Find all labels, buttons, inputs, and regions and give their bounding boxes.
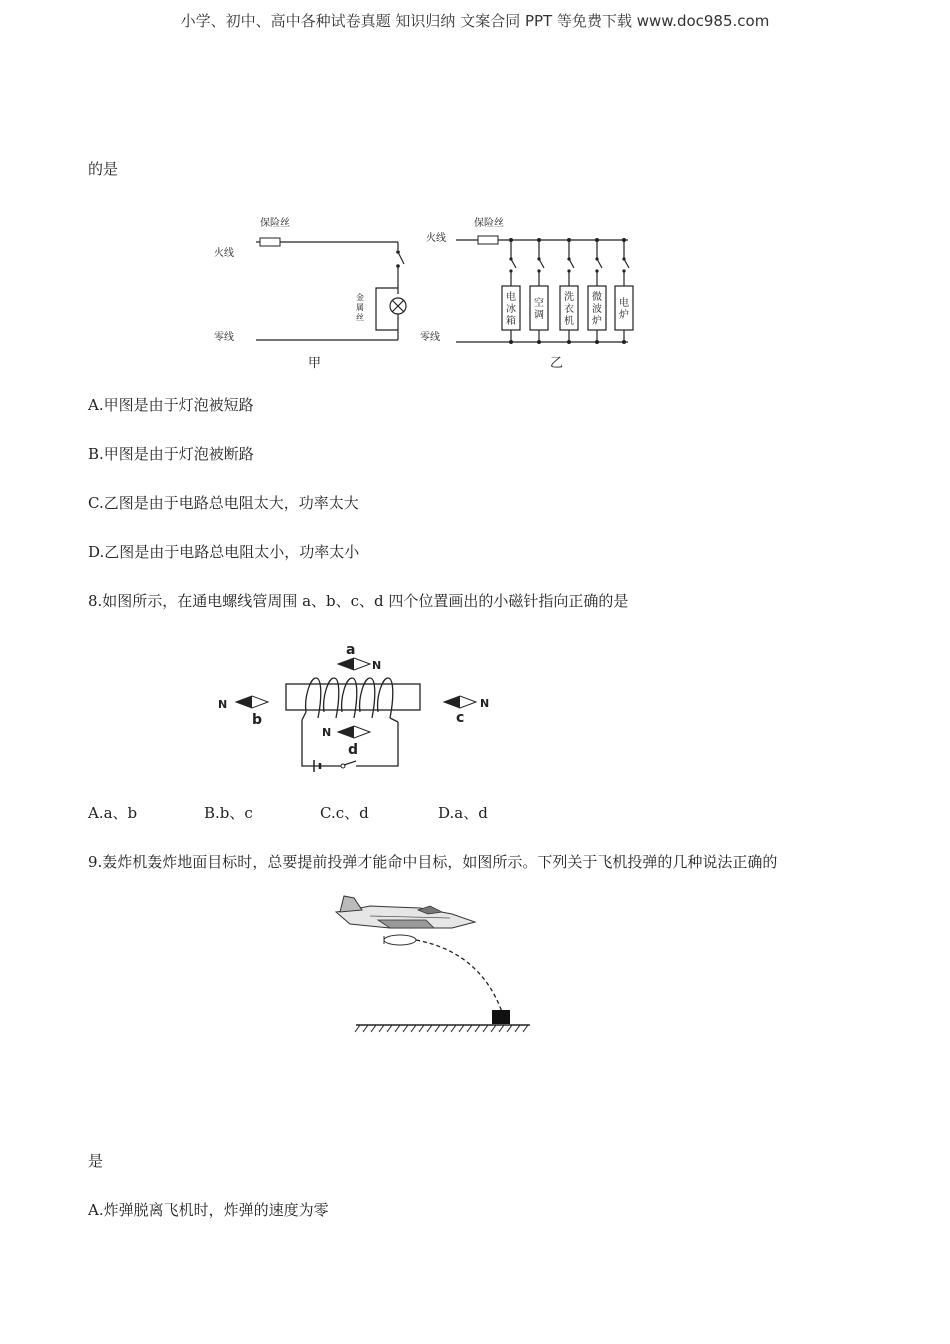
live-wire-label-left: 火线 [214, 248, 234, 259]
question-8-solenoid-figure [210, 638, 510, 778]
question-7-circuit-figure [200, 210, 650, 375]
north-label-c: N [480, 697, 490, 710]
live-wire-label-right: 火线 [426, 233, 446, 244]
appliance-label: 空调 [534, 298, 544, 321]
question-9-stem: 9.轰炸机轰炸地面目标时，总要提前投弹才能命中目标，如图所示。下列关于飞机投弹的几种说法正确的 [88, 853, 778, 871]
q8-option-d[interactable]: D.a、d [438, 804, 488, 822]
fuse-label-left: 保险丝 [260, 218, 290, 229]
neutral-wire-label-right: 零线 [420, 332, 440, 343]
fuse-icon [260, 238, 280, 246]
q7-option-c[interactable]: C.乙图是由于电路总电阻太大，功率太大 [88, 494, 359, 512]
bomber-plane-icon [336, 896, 475, 928]
fuse-label-right: 保险丝 [474, 218, 504, 229]
q8-option-c[interactable]: C.c、d [320, 804, 369, 822]
q7-option-d[interactable]: D.乙图是由于电路总电阻太小，功率太小 [88, 543, 360, 561]
neutral-wire-label-left: 零线 [214, 332, 234, 343]
north-label-b: N [218, 698, 228, 711]
switch-icon [344, 761, 356, 765]
fuse-icon [478, 236, 498, 244]
question-8-stem: 8.如图所示，在通电螺线管周围 a、b、c、d 四个位置画出的小磁针指向正确的是 [88, 592, 629, 610]
caption-right: 乙 [550, 356, 564, 371]
question-9-bomber-figure [330, 890, 540, 1035]
question-7-continuation: 的是 [88, 160, 119, 178]
switch-icon [398, 252, 404, 264]
north-label-a: N [372, 659, 382, 672]
metal-wire-label: 金 属 丝 [356, 293, 364, 322]
bomb-icon [384, 935, 416, 945]
question-9-continuation: 是 [88, 1152, 104, 1170]
page-header: 小学、初中、高中各种试卷真题 知识归纳 文案合同 PPT 等免费下载 www.doc985.com [180, 12, 770, 30]
q7-option-a[interactable]: A.甲图是由于灯泡被短路 [88, 396, 254, 414]
appliance-label: 电冰箱 [506, 292, 516, 327]
circuit-left [214, 216, 406, 371]
appliance-label: 电炉 [619, 298, 629, 321]
ground-target [492, 1010, 510, 1024]
label-d: d [348, 742, 359, 758]
appliance-label: 洗衣机 [564, 292, 574, 327]
label-a: a [346, 642, 356, 658]
north-label-d: N [322, 726, 332, 739]
appliance-label: 微波炉 [592, 292, 602, 327]
label-c: c [456, 710, 465, 726]
q8-option-a[interactable]: A.a、b [88, 804, 138, 822]
label-b: b [252, 712, 263, 728]
circuit-right [420, 216, 633, 371]
trajectory [416, 940, 502, 1012]
caption-left: 甲 [308, 356, 322, 371]
q7-option-b[interactable]: B.甲图是由于灯泡被断路 [88, 445, 254, 463]
q8-option-b[interactable]: B.b、c [204, 804, 253, 822]
q9-option-a[interactable]: A.炸弹脱离飞机时，炸弹的速度为零 [88, 1201, 329, 1219]
